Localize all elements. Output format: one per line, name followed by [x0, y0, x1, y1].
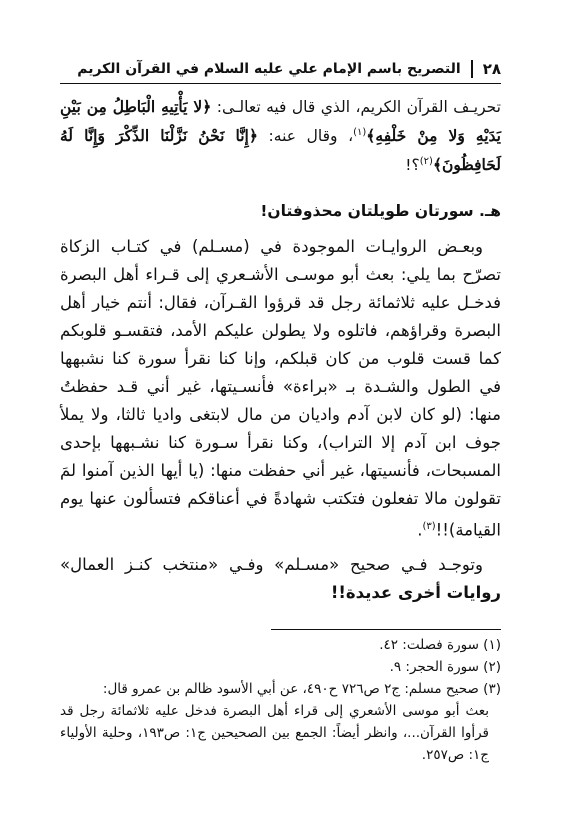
footnote-ref-2[interactable]: (٢): [419, 156, 433, 168]
para3-text-a: وتوجـد فـي صحيح «مسـلم» وفـي «منتخب كنـز العمال»: [60, 554, 483, 574]
section-title: هـ. سورتان طويلتان محذوفتان!: [260, 202, 501, 221]
footnote-3-line-1: (٣) صحيح مسلم: ج٢ ص٧٢٦ ح٤٩٠، عن أبي الأسود ظالم بن عمرو قال:: [102, 681, 501, 697]
footnote-2: (٢) سورة الحجر: ٩.: [389, 659, 501, 675]
page-number: ٢٨: [482, 60, 501, 78]
paragraph-1: [60, 94, 501, 178]
para1-text-a: تحريـف القرآن الكريم، الذي قال فيه تعالـى:: [211, 98, 501, 116]
para2-text: وبعـض الروايـات الموجودة في (مسـلم) في كتـاب الزكاة تصرّح بما يلي: بعث أبو موسـى الأشـعري إلى قـراء أهل البصرة فدخـل عليه ثلاثمائة رجل قد قرؤوا القـرآن، فقال: أنتم خيار أهل البصرة وقراؤهم، فاتلوه ولا يطولن عليكم الأمد، فتقسـو قلوبكم كما قست قلوب من كان قبلكم، وإنا كنا نقرأ سورة كنا نشبهها في الطول والشـدة بـ «براءة» فأنسـيتها، غير أني قـد حفظتُ منها: (لو كان لابن آدم واديان من مال لابتغى واديا ثالثا، ولا يملأ جوف ابن آدم إلا التراب)، وكنا نقرأ سـورة كنا نشـبهها بإحدى المسبحات، فأنسيتها، غير أني حفظت منها: (يا أيها الذين آمنوا لمَ تقولون مالا تفعلون فتكتب شهادةً في أعناقكم فتسألون عنها يوم القيامة)!!: [60, 237, 501, 540]
footnote-ref-1[interactable]: (١): [353, 127, 367, 138]
footnote-ref-3[interactable]: (٣): [422, 521, 436, 533]
paragraph-2: [60, 233, 501, 545]
para1-text-b: ، وقال عنه:: [257, 127, 354, 146]
footnote-rule: [271, 629, 501, 630]
footnotes: [60, 634, 501, 766]
paragraph-3: [60, 551, 501, 607]
header-title: التصريح باسم الإمام علي عليه السلام في القرآن الكريم: [77, 61, 461, 77]
main-text: [60, 94, 501, 607]
para1-text-c: ؟!: [405, 156, 420, 175]
para3-text-b: روايات أخرى عديدة!!: [330, 582, 501, 602]
header-divider: [471, 60, 473, 78]
running-header: [60, 56, 501, 82]
header-rule: [60, 83, 501, 84]
para2-end: .: [417, 520, 423, 540]
footnote-1: (١) سورة فصلت: ٤٢.: [379, 637, 501, 653]
footnote-3-continued: بعث أبو موسى الأشعري إلى قراء أهل البصرة فدخل عليه ثلاثمائة رجل قد قرأوا القرآن...، وانظر أيضاً: الجمع بين الصحيحين ج١: ص١٩٣، وحلية الأولياء ج١: ص٢٥٧.: [60, 703, 489, 763]
quran-quote-1: ﴿لا يَأْتِيهِ الْبَاطِلُ مِن بَيْنِ يَدَيْهِ وَلا مِنْ خَلْفِهِ﴾: [60, 97, 501, 146]
quran-quote-2: ﴿إِنَّا نَحْنُ نَزَّلْنَا الذِّكْرَ وَإِنَّا لَهُ لَحَافِظُونَ﴾: [60, 126, 501, 175]
